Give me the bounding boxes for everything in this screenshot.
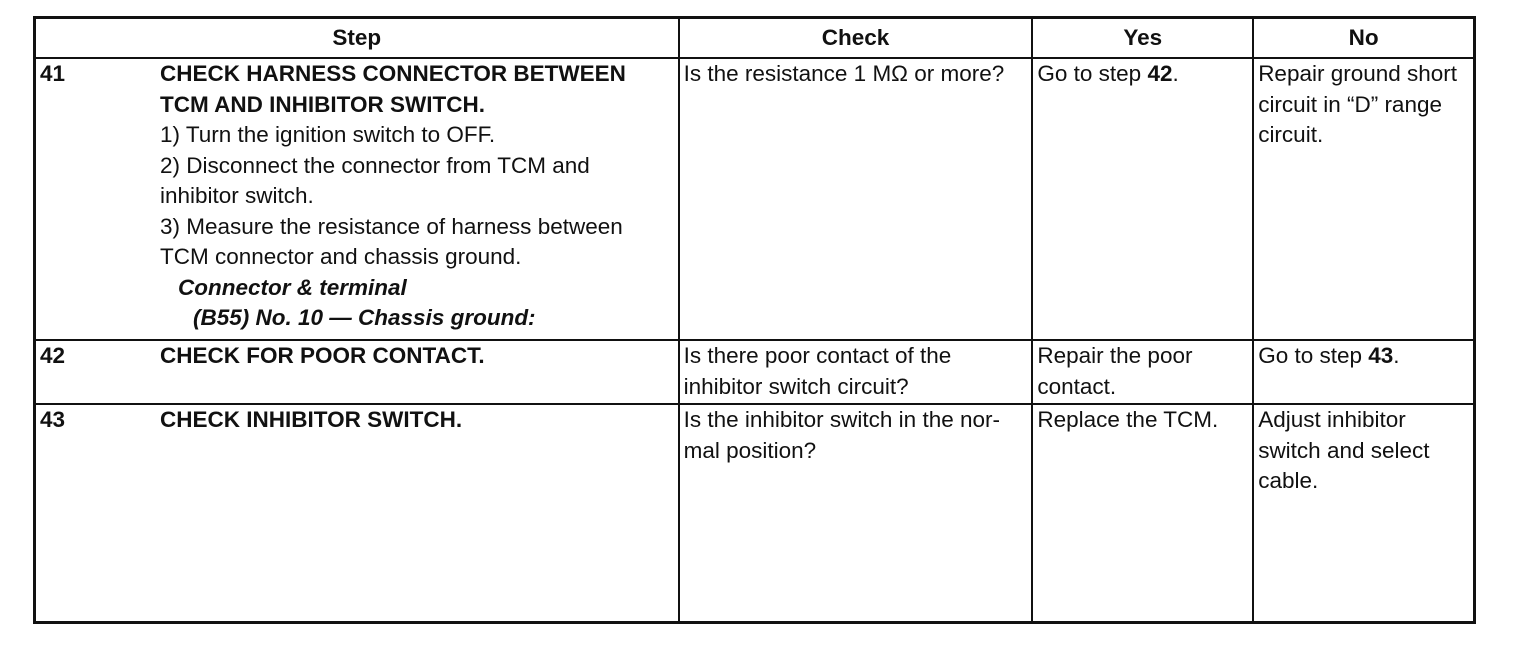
step-number: 41 — [40, 61, 66, 86]
step-line: 3) Measure the resistance of harness between — [160, 213, 623, 239]
header-row — [35, 18, 1475, 59]
header-no: No — [1253, 18, 1474, 59]
yes-cell: Replace the TCM. — [1032, 404, 1253, 623]
step-title: CHECK HARNESS CONNECTOR BETWEEN — [160, 61, 626, 86]
spec-label: Connector & terminal — [178, 274, 407, 300]
yes-text: Go to step — [1037, 61, 1148, 86]
step-line: 1) Turn the ignition switch to OFF. — [160, 122, 496, 147]
header-yes: Yes — [1032, 18, 1253, 59]
step-ref: 42 — [1147, 61, 1173, 86]
yes-cell: Repair the poor contact. — [1032, 340, 1253, 404]
step-line: inhibitor switch. — [160, 183, 314, 208]
yes-cell — [1032, 58, 1253, 340]
step-ref: 43 — [1368, 343, 1394, 368]
header-check: Check — [679, 18, 1033, 59]
check-cell: Is the resistance 1 MΩ or more? — [679, 58, 1033, 340]
step-line: TCM connector and chassis ground. — [160, 244, 522, 269]
step-line: 2) Disconnect the connector from TCM and — [160, 152, 590, 178]
yes-punct: . — [1172, 61, 1179, 86]
table-row — [35, 340, 1475, 404]
no-text: Go to step — [1258, 343, 1369, 368]
step-number: 43 — [40, 407, 66, 432]
step-cell — [35, 340, 679, 404]
table-row — [35, 404, 1475, 623]
no-cell: Adjust inhibitor switch and select cable. — [1253, 404, 1474, 623]
step-title: CHECK INHIBITOR SWITCH. — [160, 407, 463, 432]
step-number: 42 — [40, 343, 66, 368]
step-cell — [35, 58, 679, 340]
spec-value: (B55) No. 10 — Chassis ground: — [193, 305, 536, 330]
header-step: Step — [35, 18, 679, 59]
diagnostic-table — [33, 16, 1476, 624]
no-cell — [1253, 340, 1474, 404]
check-cell: Is there poor contact of the inhibitor switch circuit? — [679, 340, 1033, 404]
step-cell — [35, 404, 679, 623]
step-title: CHECK FOR POOR CONTACT. — [160, 343, 485, 368]
no-punct: . — [1393, 343, 1400, 368]
step-title-cont: TCM AND INHIBITOR SWITCH. — [160, 91, 485, 117]
check-cell: Is the inhibitor switch in the nor-mal position? — [679, 404, 1033, 623]
table-row — [35, 58, 1475, 340]
no-cell: Repair ground short circuit in “D” range circuit. — [1253, 58, 1474, 340]
